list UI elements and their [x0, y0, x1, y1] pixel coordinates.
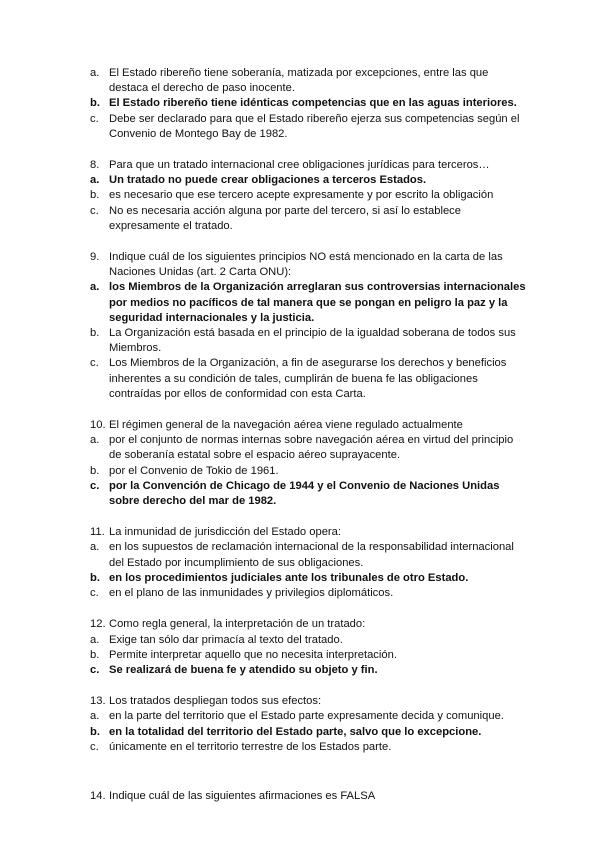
option-a-cont: destaca el derecho de paso inocente. — [109, 82, 295, 95]
option-b: b. es necesario que ese tercero acepte expresamente y por escrito la obligación — [90, 189, 494, 202]
option-a: a. Exige tan sólo dar primacía al texto del tratado. — [90, 633, 343, 646]
option-a-answer: a. los Miembros de la Organización arreglaran sus controversias internacionales — [90, 281, 526, 294]
question-13 — [90, 694, 528, 755]
option-b-answer: b. en los procedimientos judiciales ante los tribunales de otro Estado. — [90, 571, 469, 584]
option-c-cont: sobre derecho del mar de 1982. — [109, 495, 277, 508]
question-8 — [90, 158, 528, 234]
question-12 — [90, 617, 528, 678]
option-c: c. en el plano de las inmunidades y privilegios diplomáticos. — [90, 587, 394, 600]
option-c: c. No es necesaria acción alguna por parte del tercero, si así lo establece — [90, 204, 461, 217]
option-c-cont: contraídas por ellos de conformidad con esta Carta. — [109, 387, 366, 400]
option-c-cont: expresamente el tratado. — [109, 219, 233, 232]
option-c-answer: c. por la Convención de Chicago de 1944 y el Convenio de Naciones Unidas — [90, 479, 500, 492]
option-c-cont: inherentes a su condición de tales, cumplirán de buena fe las obligaciones — [109, 372, 478, 385]
question-9 — [90, 250, 528, 402]
option-a: a. El Estado ribereño tiene soberanía, matizada por excepciones, entre las que — [90, 67, 489, 79]
option-c-answer: c. Se realizará de buena fe y atendido su objeto y fin. — [90, 663, 378, 676]
question-stem: 12. Como regla general, la interpretación de un tratado: — [90, 618, 366, 631]
option-b: b. La Organización está basada en el principio de la igualdad soberana de todos sus — [90, 327, 516, 340]
option-a-cont: por medios no pacíficos de tal manera que se pongan en peligro la paz y la — [109, 296, 508, 309]
option-b-answer: b. El Estado ribereño tiene idénticas competencias que en las aguas interiores. — [90, 97, 517, 110]
question-11 — [90, 525, 528, 601]
option-c: c. únicamente en el territorio terrestre de los Estados parte. — [90, 740, 392, 753]
option-a: a. en los supuestos de reclamación internacional de la responsabilidad internacional — [90, 541, 514, 554]
question-14 — [90, 789, 528, 804]
question-stem: 11. La inmunidad de jurisdicción del Estado opera: — [90, 526, 341, 539]
question-stem: 10. El régimen general de la navegación aérea viene regulado actualmente — [90, 419, 463, 432]
option-a-cont: del Estado por incumplimiento de sus obligaciones. — [109, 556, 364, 569]
question-stem: 13. Los tratados despliegan todos sus efectos: — [90, 695, 322, 708]
option-b-cont: Miembros. — [109, 342, 162, 355]
option-a: a. por el conjunto de normas internas sobre navegación aérea en virtud del principio — [90, 434, 514, 447]
option-a-cont: de soberanía estatal sobre el espacio aéreo suprayacente. — [109, 449, 401, 462]
option-a: a. en la parte del territorio que el Estado parte expresamente decida y comunique. — [90, 710, 504, 723]
question-stem: 14. Indique cuál de las siguientes afirmaciones es FALSA — [90, 789, 376, 802]
question-stem: 9. Indique cuál de los siguientes principios NO está mencionado en la carta de las — [90, 251, 503, 264]
option-c: c. Los Miembros de la Organización, a fin de asegurarse los derechos y beneficios — [90, 357, 507, 370]
question-7 — [90, 66, 528, 142]
option-b: b. por el Convenio de Tokio de 1961. — [90, 464, 279, 477]
option-b: b. Permite interpretar aquello que no necesita interpretación. — [90, 648, 397, 661]
question-stem-cont: Naciones Unidas (art. 2 Carta ONU): — [109, 266, 292, 279]
question-10 — [90, 418, 528, 509]
question-stem: 8. Para que un tratado internacional cree obligaciones jurídicas para terceros… — [90, 159, 490, 172]
option-c: c. Debe ser declarado para que el Estado ribereño ejerza sus competencias según el — [90, 112, 520, 125]
option-b-answer: b. en la totalidad del territorio del Estado parte, salvo que lo excepcione. — [90, 725, 482, 738]
option-c-cont: Convenio de Montego Bay de 1982. — [109, 127, 288, 140]
option-a-cont: seguridad internacionales y la justicia. — [109, 311, 315, 324]
option-a-answer: a. Un tratado no puede crear obligaciones a terceros Estados. — [90, 174, 427, 187]
